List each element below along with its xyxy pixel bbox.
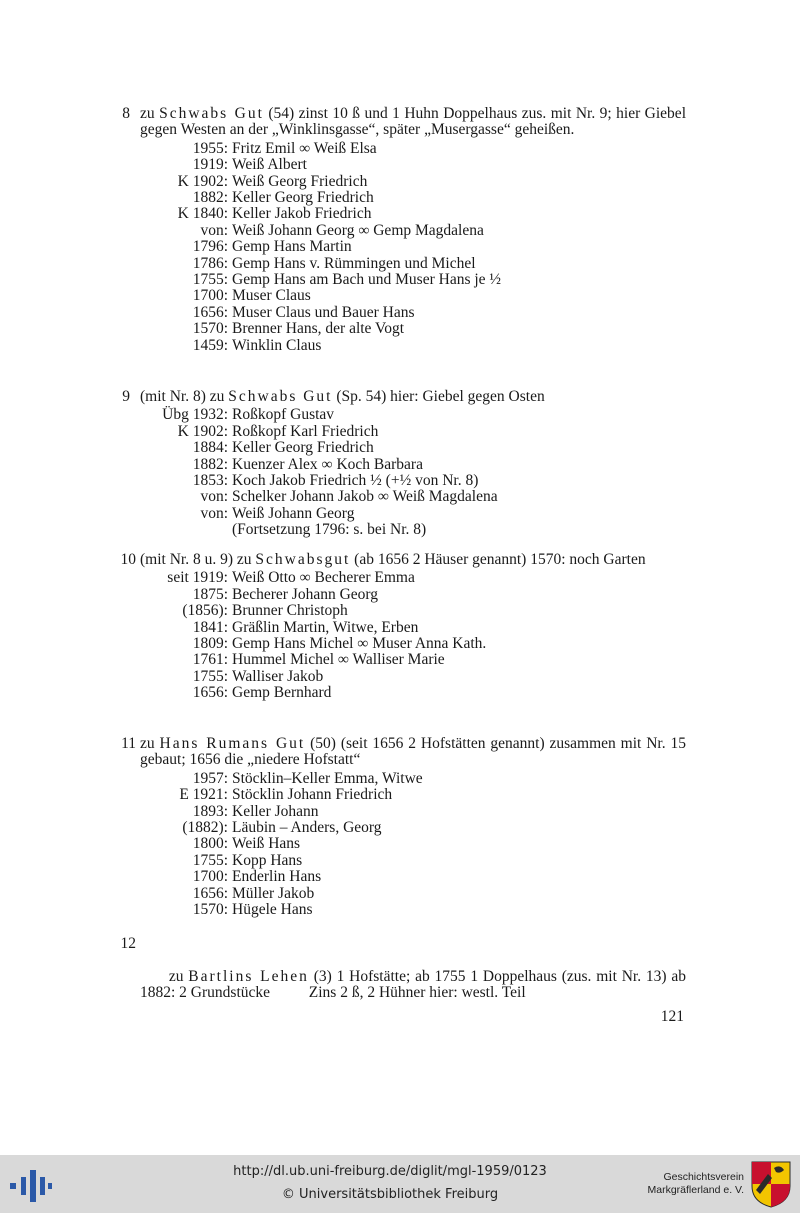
owner-name: Schelker Johann Jakob ∞ Weiß Magdalena — [232, 488, 498, 506]
entry-header: 10 (mit Nr. 8 u. 9) zu Schwabsgut (ab 1656 2 Häuser genannt) 1570: noch Garten — [116, 552, 686, 568]
owner-name: Gräßlin Martin, Witwe, Erben — [232, 618, 419, 636]
owner-name: Becherer Johann Georg — [232, 585, 379, 603]
owner-year: 1919: — [192, 156, 228, 174]
owner-name: Walliser Jakob — [232, 667, 324, 685]
owner-name: Weiß Albert — [232, 156, 307, 174]
owner-year: 1957: — [192, 769, 228, 787]
owner-row — [116, 473, 686, 489]
owner-name: Gemp Hans Martin — [232, 238, 352, 256]
owner-row — [116, 256, 686, 272]
owner-year: 1656: — [192, 684, 228, 702]
owner-row — [116, 820, 686, 836]
page-number: 121 — [660, 1008, 684, 1025]
owner-name: Muser Claus und Bauer Hans — [232, 303, 415, 321]
owner-name: Kuenzer Alex ∞ Koch Barbara — [232, 455, 423, 473]
owner-year: (1882): — [182, 818, 228, 836]
owner-year: 1570: — [192, 320, 228, 338]
owner-row — [116, 620, 686, 636]
owner-row — [116, 141, 686, 157]
owner-name: Gemp Hans v. Rümmingen und Michel — [232, 254, 476, 272]
owner-row — [116, 157, 686, 173]
owner-row — [116, 288, 686, 304]
owner-name: Gemp Hans Michel ∞ Muser Anna Kath. — [232, 634, 487, 652]
owner-year: 1570: — [192, 900, 228, 918]
owner-name: Muser Claus — [232, 287, 311, 305]
owner-name: Keller Johann — [232, 802, 319, 820]
owner-name: Enderlin Hans — [232, 868, 322, 886]
owner-row — [116, 440, 686, 456]
owner-row — [116, 603, 686, 619]
owner-name: Roßkopf Gustav — [232, 406, 335, 424]
owner-name: Keller Georg Friedrich — [232, 188, 374, 206]
owner-year: K 1902: — [177, 172, 228, 190]
owner-year: 1884: — [192, 439, 228, 457]
owner-row — [116, 239, 686, 255]
owner-year: von: — [200, 221, 228, 239]
owner-name: Winklin Claus — [232, 336, 322, 354]
owner-year: 1755: — [192, 667, 228, 685]
owner-name: Keller Georg Friedrich — [232, 439, 374, 457]
owner-row — [116, 669, 686, 685]
ub-freiburg-logo-icon[interactable] — [8, 1166, 52, 1206]
owner-year: 1761: — [192, 651, 228, 669]
property-name: Bartlins Lehen — [188, 967, 309, 985]
owner-year: 1841: — [192, 618, 228, 636]
owner-list — [116, 570, 686, 701]
owner-name: Weiß Johann Georg ∞ Gemp Magdalena — [232, 221, 484, 239]
owner-name: Gemp Bernhard — [232, 684, 332, 702]
owner-row — [116, 457, 686, 473]
owner-year: 1786: — [192, 254, 228, 272]
owner-year: von: — [200, 488, 228, 506]
property-name: Hans Rumans Gut — [159, 735, 306, 752]
entry-12 — [116, 935, 690, 1018]
owner-row — [116, 424, 686, 440]
entry-number: 9 — [122, 388, 130, 405]
owner-row — [116, 305, 686, 321]
owner-year: 1755: — [192, 270, 228, 288]
owner-year: 1809: — [192, 634, 228, 652]
permalink-url[interactable]: http://dl.ub.uni-freiburg.de/diglit/mgl-1959/0123 — [233, 1164, 547, 1179]
coat-of-arms-icon[interactable] — [750, 1160, 792, 1208]
entry-8 — [116, 106, 686, 354]
owner-row — [116, 587, 686, 603]
owner-name: Brenner Hans, der alte Vogt — [232, 320, 405, 338]
owner-row — [116, 272, 686, 288]
owner-name: Weiß Otto ∞ Becherer Emma — [232, 569, 415, 587]
owner-year: 1882: — [192, 455, 228, 473]
owner-row — [116, 223, 686, 239]
owner-row — [116, 771, 686, 787]
owner-year: 1459: — [192, 336, 228, 354]
entry-9 — [116, 389, 686, 539]
owner-row — [116, 338, 686, 354]
owner-row — [116, 407, 686, 423]
owner-list — [116, 771, 686, 919]
entry-header: 9 (mit Nr. 8) zu Schwabs Gut (Sp. 54) hier: Giebel gegen Osten — [116, 389, 686, 405]
owner-row — [116, 685, 686, 701]
owner-year: 1955: — [192, 139, 228, 157]
owner-name: Gemp Hans am Bach und Muser Hans je ½ — [232, 270, 502, 288]
owner-row — [116, 190, 686, 206]
owner-list — [116, 407, 686, 538]
owner-name: Brunner Christoph — [232, 602, 348, 620]
owner-year: 1893: — [192, 802, 228, 820]
owner-name: Kopp Hans — [232, 851, 303, 869]
owner-name: Hummel Michel ∞ Walliser Marie — [232, 651, 445, 669]
owner-name: Weiß Hans — [232, 835, 301, 853]
owner-name: Stöcklin Johann Friedrich — [232, 786, 393, 804]
owner-row — [116, 321, 686, 337]
owner-name: Läubin – Anders, Georg — [232, 818, 382, 836]
owner-name: Stöcklin–Keller Emma, Witwe — [232, 769, 423, 787]
owner-list — [116, 141, 686, 354]
society-name: Geschichtsverein Markgräflerland e. V. — [647, 1171, 744, 1196]
owner-row — [116, 804, 686, 820]
entry-number: 10 — [120, 551, 136, 568]
owner-row — [116, 206, 686, 222]
owner-name: (Fortsetzung 1796: s. bei Nr. 8) — [232, 521, 427, 539]
owner-name: Hügele Hans — [232, 900, 313, 918]
owner-year: 1882: — [192, 188, 228, 206]
entry-header: 11 zu Hans Rumans Gut (50) (seit 1656 2 Hofstätten genannt) zusammen mit Nr. 15 gebaut; 1656 die „niedere Hofstatt“ — [116, 736, 686, 769]
property-name: Schwabsgut — [255, 551, 351, 568]
owner-year — [116, 522, 228, 538]
owner-year: K 1902: — [177, 422, 228, 440]
owner-row — [116, 506, 686, 522]
owner-row — [116, 652, 686, 668]
owner-year: K 1840: — [177, 205, 228, 223]
owner-row — [116, 174, 686, 190]
owner-row — [116, 636, 686, 652]
owner-year: Übg 1932: — [162, 406, 228, 424]
owner-year: 1853: — [192, 471, 228, 489]
entry-number: 8 — [122, 105, 130, 122]
owner-year: 1800: — [192, 835, 228, 853]
owner-year: von: — [200, 504, 228, 522]
entry-number: 11 — [121, 735, 136, 752]
entry-header: 8 zu Schwabs Gut (54) zinst 10 ß und 1 Huhn Doppelhaus zus. mit Nr. 9; hier Giebel gegen Westen an der „Winklinsgasse“, später „Musergasse“ geheißen. — [116, 106, 686, 139]
entry-11 — [116, 736, 686, 918]
entry-10 — [116, 552, 686, 702]
owner-name: Weiß Johann Georg — [232, 504, 355, 522]
owner-row — [116, 886, 686, 902]
owner-year: 1700: — [192, 287, 228, 305]
owner-year: seit 1919: — [167, 569, 228, 587]
owner-year: (1856): — [182, 602, 228, 620]
entry-header: 12 zu Bartlins Lehen (3) 1 Hofstätte; ab 1755 1 Doppelhaus (zus. mit Nr. 13) ab 1882: 2 Grundstücke Zins 2 ß, 2 Hühner hier: westl. Teil — [116, 936, 686, 1018]
owner-year: 1875: — [192, 585, 228, 603]
viewer-footer — [0, 1155, 800, 1213]
owner-row — [116, 489, 686, 505]
owner-year: 1796: — [192, 238, 228, 256]
owner-year: 1656: — [192, 303, 228, 321]
owner-row — [116, 522, 686, 538]
entry-number: 12 — [120, 935, 136, 952]
owner-year: E 1921: — [179, 786, 228, 804]
owner-row — [116, 853, 686, 869]
owner-name: Keller Jakob Friedrich — [232, 205, 372, 223]
owner-row — [116, 869, 686, 885]
owner-row — [116, 570, 686, 586]
owner-row — [116, 902, 686, 918]
owner-name: Koch Jakob Friedrich ½ (+½ von Nr. 8) — [232, 471, 479, 489]
copyright-notice: © Universitätsbibliothek Freiburg — [281, 1187, 499, 1202]
owner-name: Müller Jakob — [232, 884, 315, 902]
owner-year: 1656: — [192, 884, 228, 902]
owner-row — [116, 836, 686, 852]
owner-name: Weiß Georg Friedrich — [232, 172, 368, 190]
owner-year: 1755: — [192, 851, 228, 869]
owner-name: Fritz Emil ∞ Weiß Elsa — [232, 139, 377, 157]
property-name: Schwabs Gut — [228, 388, 333, 405]
property-name: Schwabs Gut — [159, 105, 264, 122]
owner-year: 1700: — [192, 868, 228, 886]
owner-name: Roßkopf Karl Friedrich — [232, 422, 379, 440]
owner-row — [116, 787, 686, 803]
